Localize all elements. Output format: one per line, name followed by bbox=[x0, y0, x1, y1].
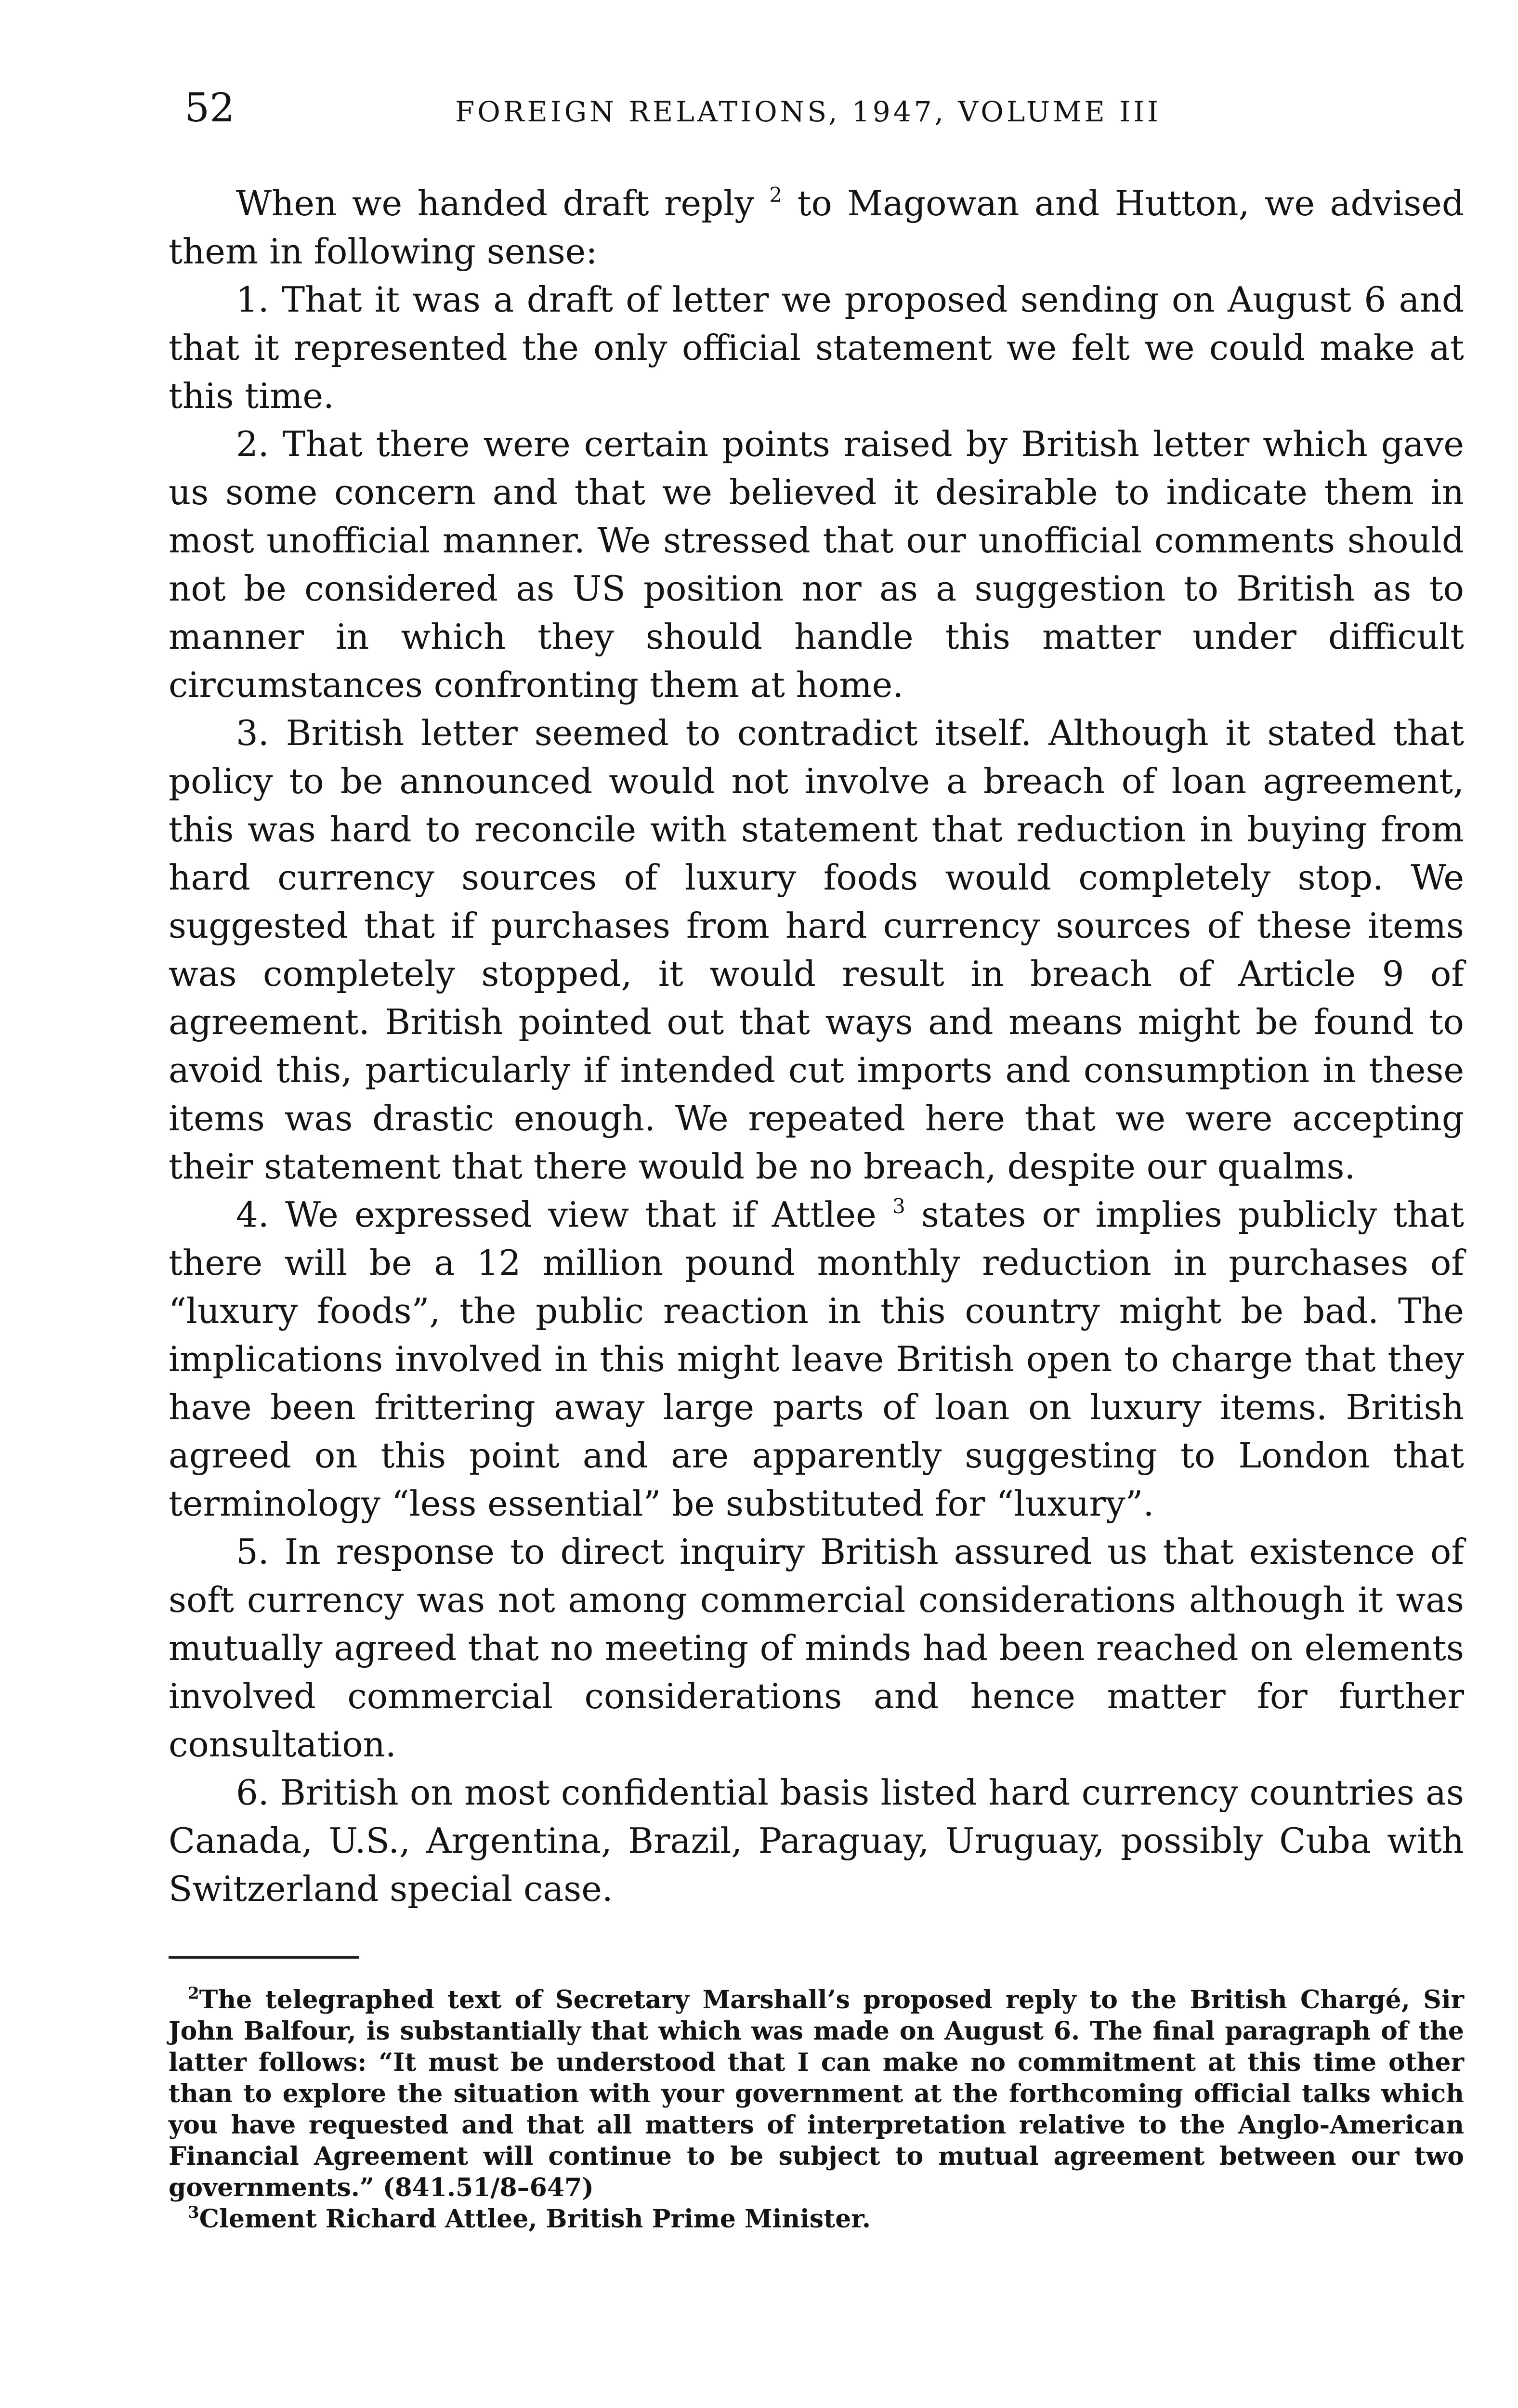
footnote-ref-3: 3 bbox=[892, 1194, 905, 1218]
intro-text-before: When we handed draft reply bbox=[236, 183, 754, 223]
footnotes bbox=[169, 1984, 1464, 2235]
footnote-2-text: The telegraphed text of Secretary Marshall’s proposed reply to the British Chargé, Sir John Balfour, is substantially that which was made on August 6. The final paragraph of the latter follows: “It must be understood that I can make no commitment at this time other than to explore the situation with your government at the forthcoming official talks which you have requested and that all matters of interpretation relative to the Anglo-American Financial Agreement will continue to be subject to mutual agreement between our two governments.” (841.51/8–647) bbox=[169, 1985, 1464, 2202]
footnote-marker-3: 3 bbox=[188, 2203, 199, 2222]
p4-text-before: 4. We expressed view that if Attlee bbox=[236, 1194, 877, 1235]
footnote-ref-2: 2 bbox=[769, 183, 783, 207]
running-title: FOREIGN RELATIONS, 1947, VOLUME III bbox=[455, 95, 1161, 128]
footnote-3 bbox=[169, 2203, 1464, 2235]
p4-text-after: states or implies publicly that there will be a 12 million pound monthly reduction in purchases of “luxury foods”, the public reaction in this country might be bad. The implications involved in this might leave British open to charge that they have been frittering away large parts of loan on luxury items. British agreed on this point and are apparently suggesting to London that terminology “less essential” be substituted for “luxury”. bbox=[169, 1194, 1465, 1524]
page-header bbox=[181, 84, 1459, 142]
page-number: 52 bbox=[184, 85, 235, 131]
footnote-marker-2: 2 bbox=[188, 1984, 199, 2003]
intro-text-after: to Magowan and Hutton, we advised them in following sense: bbox=[169, 183, 1465, 272]
footnote-divider bbox=[169, 1956, 359, 1959]
paragraph-4 bbox=[169, 1191, 1464, 1528]
footnote-2 bbox=[169, 1984, 1464, 2203]
paragraph-intro bbox=[169, 179, 1464, 275]
paragraph-5: 5. In response to direct inquiry British assured us that existence of soft currency was not among commercial considerations although it was mutually agreed that no meeting of minds had been reached on elements involved commercial considerations and hence matter for further consultation. bbox=[169, 1531, 1464, 1765]
paragraph-2: 2. That there were certain points raised by British letter which gave us some concern and that we believed it desirable to indicate them in most unofficial manner. We stressed that our unofficial comments should not be considered as US position nor as a suggestion to British as to manner in which they should handle this matter under difficult circumstances confronting them at home. bbox=[169, 424, 1464, 705]
paragraph-6: 6. British on most confidential basis listed hard currency countries as Canada, U.S., Argentina, Brazil, Paraguay, Uruguay, possibly Cuba with Switzerland special case. bbox=[169, 1772, 1464, 1909]
paragraph-1: 1. That it was a draft of letter we proposed sending on August 6 and that it represented the only official statement we felt we could make at this time. bbox=[169, 279, 1464, 416]
footnote-3-text: Clement Richard Attlee, British Prime Minister. bbox=[199, 2204, 871, 2234]
paragraph-3: 3. British letter seemed to contradict itself. Although it stated that policy to be announced would not involve a breach of loan agreement, this was hard to reconcile with statement that reduction in buying from hard currency sources of luxury foods would completely stop. We suggested that if purchases from hard currency sources of these items was completely stopped, it would result in breach of Article 9 of agreement. British pointed out that ways and means might be found to avoid this, particularly if intended cut imports and consumption in these items was drastic enough. We repeated here that we were accepting their statement that there would be no breach, despite our qualms. bbox=[169, 713, 1464, 1187]
body-text bbox=[169, 179, 1464, 1913]
